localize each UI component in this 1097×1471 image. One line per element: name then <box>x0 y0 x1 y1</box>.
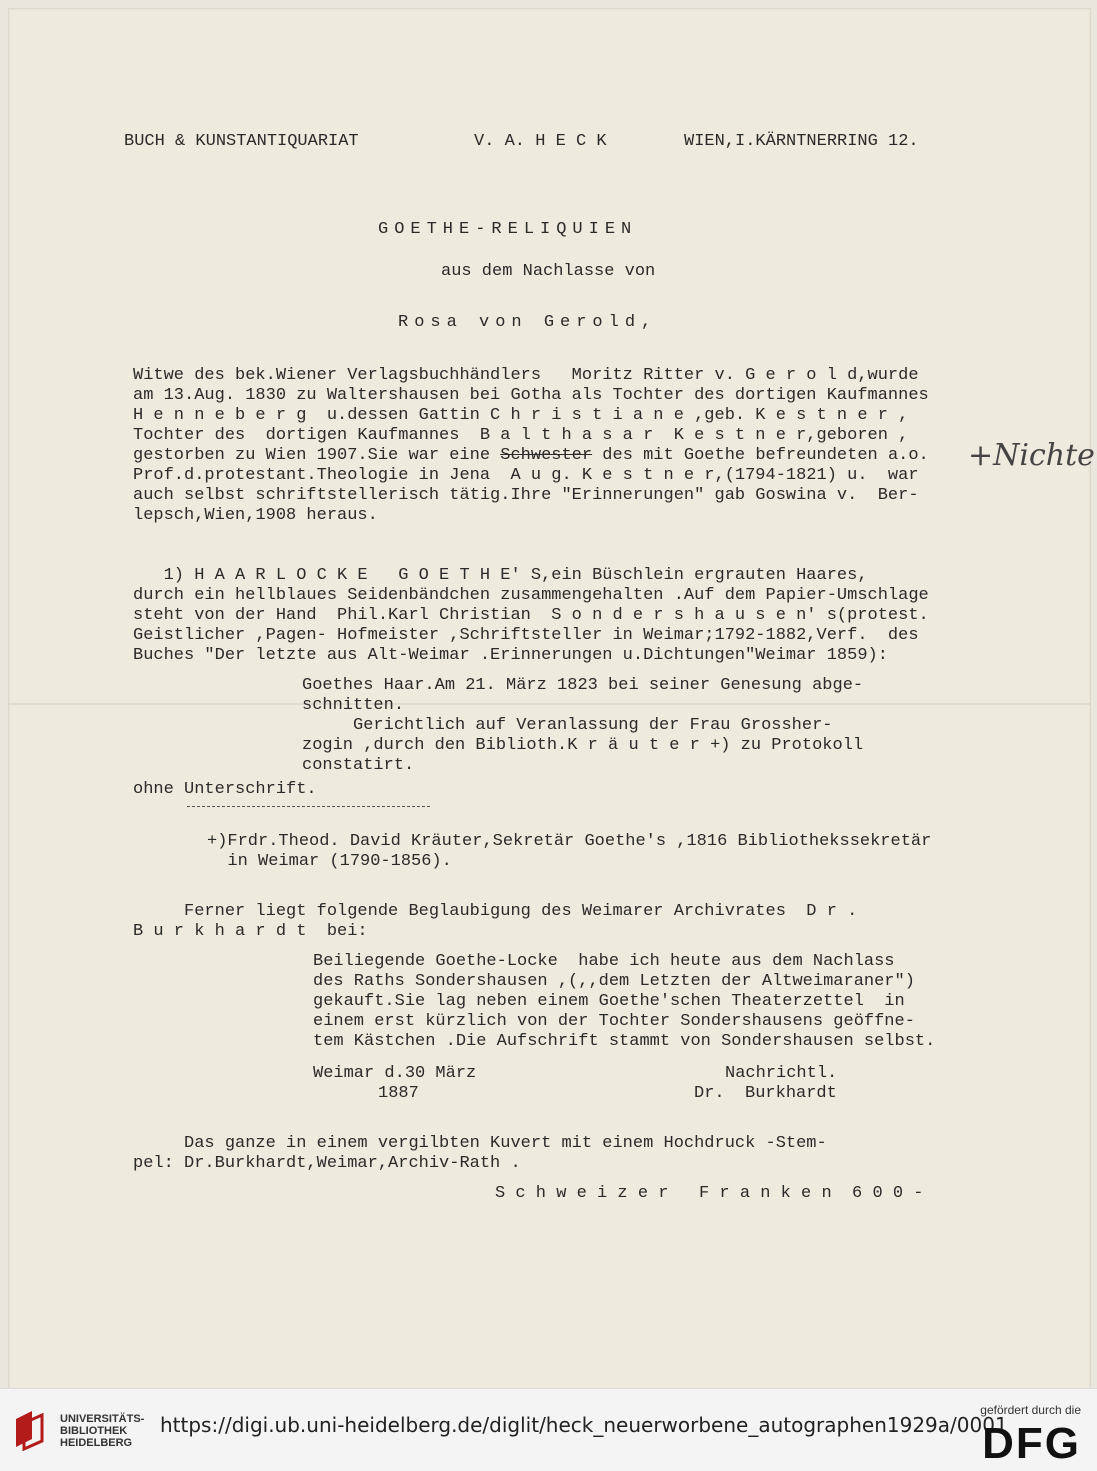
letterhead-left: BUCH & KUNSTANTIQUARIAT <box>124 132 359 151</box>
dfg-logo: DFG <box>982 1419 1081 1468</box>
document-url-link[interactable]: https://digi.ub.uni-heidelberg.de/diglit/heck_neuerworbene_autographen1929a/0001 <box>160 1413 1008 1437</box>
quote-line: constatirt. <box>302 756 415 775</box>
quote-line: zogin ,durch den Biblioth.K r ä u t e r +) zu Protokoll <box>302 736 864 755</box>
price: S c h w e i z e r F r a n k e n 6 0 0 - <box>495 1184 924 1203</box>
sign-role: Nachrichtl. <box>725 1064 838 1083</box>
ferner-line: Ferner liegt folgende Beglaubigung des Weimarer Archivrates D r . <box>133 902 858 921</box>
university-logo-icon <box>12 1407 50 1451</box>
document-subtitle: aus dem Nachlasse von <box>441 262 656 281</box>
intro-line: Prof.d.protestant.Theologie in Jena A u g. K e s t n e r,(1794-1821) u. war <box>133 466 919 485</box>
document-title: GOETHE-RELIQUIEN <box>378 220 638 239</box>
separator-line <box>187 806 430 807</box>
footer-bar <box>0 1388 1097 1471</box>
sponsor-note: gefördert durch die <box>980 1403 1081 1417</box>
intro-line: Witwe des bek.Wiener Verlagsbuchhändlers Moritz Ritter v. G e r o l d,wurde <box>133 366 919 385</box>
quote-line: Goethes Haar.Am 21. März 1823 bei seiner Genesung abge- <box>302 676 864 695</box>
quote-line: tem Kästchen .Die Aufschrift stammt von Sondershausen selbst. <box>313 1032 936 1051</box>
letterhead-right: WIEN,I.KÄRNTNERRING 12. <box>684 132 919 151</box>
letterhead-center: V. A. H E C K <box>474 132 607 151</box>
sign-signer: Dr. Burkhardt <box>694 1084 837 1103</box>
item-line: steht von der Hand Phil.Karl Christian S o n d e r s h a u s e n' s(protest. <box>133 606 929 625</box>
quote-line: Gerichtlich auf Veranlassung der Frau Grossher- <box>302 716 833 735</box>
sign-year: 1887 <box>378 1084 419 1103</box>
intro-line <box>133 446 929 466</box>
item-line: durch ein hellblaues Seidenbändchen zusammengehalten .Auf dem Papier-Umschlage <box>133 586 929 605</box>
closing-line: pel: Dr.Burkhardt,Weimar,Archiv-Rath . <box>133 1154 521 1173</box>
quote-line: schnitten. <box>302 696 405 715</box>
closing-line: Das ganze in einem vergilbten Kuvert mit einem Hochdruck -Stem- <box>133 1134 827 1153</box>
item-line: Geistlicher ,Pagen- Hofmeister ,Schriftsteller in Weimar;1792-1882,Verf. des <box>133 626 919 645</box>
intro-line-start: gestorben zu Wien 1907.Sie war eine <box>133 446 501 465</box>
item-line: Buches "Der letzte aus Alt-Weimar .Erinnerungen u.Dichtungen"Weimar 1859): <box>133 646 888 665</box>
intro-line: auch selbst schriftstellerisch tätig.Ihre "Erinnerungen" gab Goswina v. Ber- <box>133 486 919 505</box>
logo-line: BIBLIOTHEK <box>60 1425 128 1437</box>
quote-line: Beiliegende Goethe-Locke habe ich heute aus dem Nachlass <box>313 952 895 971</box>
signature-note: ohne Unterschrift. <box>133 780 317 799</box>
intro-line: lepsch,Wien,1908 heraus. <box>133 506 378 525</box>
logo-line: UNIVERSITÄTS- <box>60 1413 145 1425</box>
item-line: 1) H A A R L O C K E G O E T H E' S,ein Büschlein ergrauten Haares, <box>133 566 868 585</box>
ferner-line: B u r k h a r d t bei: <box>133 922 368 941</box>
university-logo-text <box>60 1413 144 1449</box>
footnote-line: +)Frdr.Theod. David Kräuter,Sekretär Goethe's ,1816 Bibliothekssekretär <box>207 832 932 851</box>
intro-line: am 13.Aug. 1830 zu Waltershausen bei Gotha als Tochter des dortigen Kaufmannes <box>133 386 929 405</box>
intro-line-rest: des mit Goethe befreundeten a.o. <box>592 446 929 465</box>
paper-fold <box>9 703 1090 705</box>
quote-line: einem erst kürzlich von der Tochter Sondershausens geöffne- <box>313 1012 915 1031</box>
document-page <box>8 8 1091 1390</box>
logo-line: HEIDELBERG <box>60 1437 133 1449</box>
handwritten-annotation: +Nichte <box>968 438 1095 473</box>
footnote-line: in Weimar (1790-1856). <box>207 852 452 871</box>
sign-place-date: Weimar d.30 März <box>313 1064 477 1083</box>
person-name: Rosa von Gerold, <box>398 313 658 332</box>
quote-line: gekauft.Sie lag neben einem Goethe'schen Theaterzettel in <box>313 992 905 1011</box>
quote-line: des Raths Sondershausen ,(,,dem Letzten der Altweimaraner") <box>313 972 915 991</box>
intro-line: Tochter des dortigen Kaufmannes B a l t h a s a r K e s t n e r,geboren , <box>133 426 909 445</box>
struck-word: Schwester <box>500 446 593 465</box>
intro-line: H e n n e b e r g u.dessen Gattin C h r i s t i a n e ,geb. K e s t n e r , <box>133 406 909 425</box>
